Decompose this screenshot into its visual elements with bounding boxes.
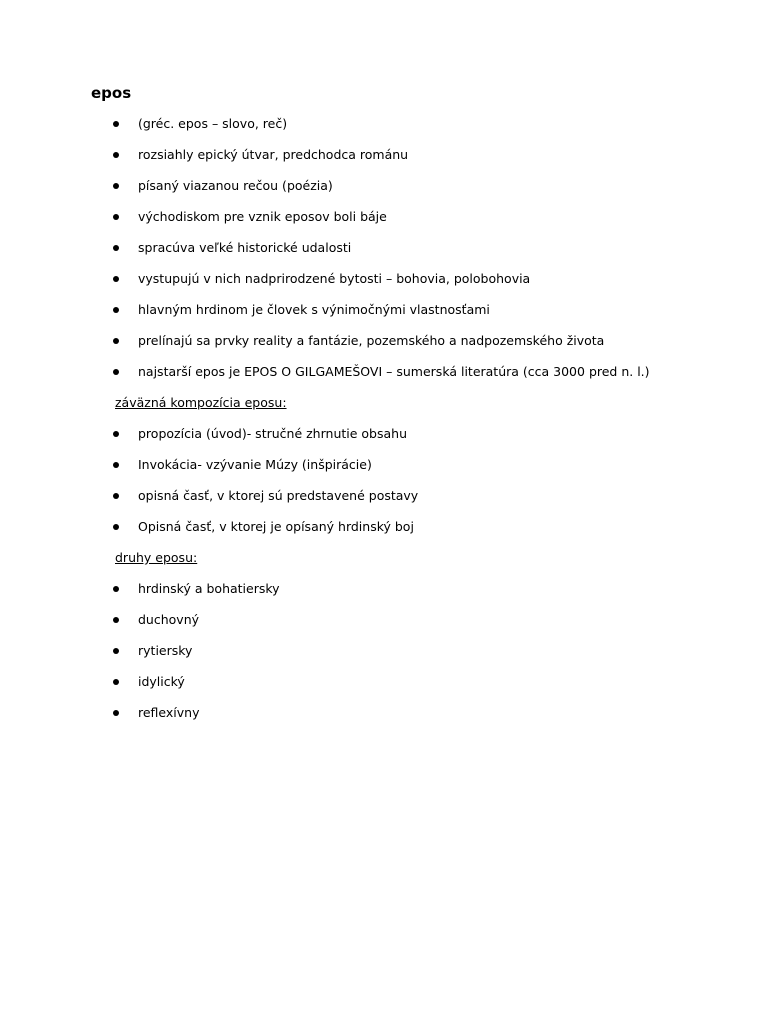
list-item-text: propozícia (úvod)- stručné zhrnutie obsahu — [138, 426, 408, 441]
list-item-text: najstarší epos je EPOS O GILGAMEŠOVI – sumerská literatúra (cca 3000 pred n. l.) — [138, 364, 650, 379]
document-title: epos — [91, 84, 132, 102]
bullet-icon — [113, 300, 119, 320]
list-item-text: (gréc. epos – slovo, reč) — [138, 116, 288, 131]
list-item-text: prelínajú sa prvky reality a fantázie, pozemského a nadpozemského života — [138, 333, 605, 348]
bullet-icon — [113, 703, 119, 723]
list-item-text: východiskom pre vznik eposov boli báje — [138, 209, 387, 224]
bullet-icon — [113, 114, 119, 134]
list-item-text: Opisná časť, v ktorej je opísaný hrdinský boj — [138, 519, 414, 534]
bullet-icon — [113, 579, 119, 599]
section-heading-text: druhy eposu: — [115, 550, 198, 565]
list-item-text: opisná časť, v ktorej sú predstavené postavy — [138, 488, 419, 503]
bullet-icon — [113, 610, 119, 630]
list-item-text: spracúva veľké historické udalosti — [138, 240, 352, 255]
bullet-icon — [113, 641, 119, 661]
list-item-text: vystupujú v nich nadprirodzené bytosti – bohovia, polobohovia — [138, 271, 531, 286]
bullet-icon — [113, 362, 119, 382]
list-item-text: reflexívny — [138, 705, 200, 720]
bullet-icon — [113, 176, 119, 196]
bullet-icon — [113, 486, 119, 506]
bullet-icon — [113, 517, 119, 537]
list-item-text: rozsiahly epický útvar, predchodca románu — [138, 147, 409, 162]
list-item-text: písaný viazanou rečou (poézia) — [138, 178, 333, 193]
list-item-text: rytiersky — [138, 643, 193, 658]
list-item-text: duchovný — [138, 612, 200, 627]
section-heading-text: záväzná kompozícia eposu: — [115, 395, 287, 410]
list-item-text: hlavným hrdinom je človek s výnimočnými vlastnosťami — [138, 302, 490, 317]
bullet-icon — [113, 207, 119, 227]
bullet-icon — [113, 455, 119, 475]
bullet-icon — [113, 145, 119, 165]
bullet-icon — [113, 331, 119, 351]
bullet-icon — [113, 672, 119, 692]
list-item-text: idylický — [138, 674, 185, 689]
bullet-icon — [113, 238, 119, 258]
list-item-text: Invokácia- vzývanie Múzy (inšpirácie) — [138, 457, 372, 472]
list-item-text: hrdinský a bohatiersky — [138, 581, 280, 596]
bullet-icon — [113, 269, 119, 289]
bullet-icon — [113, 424, 119, 444]
